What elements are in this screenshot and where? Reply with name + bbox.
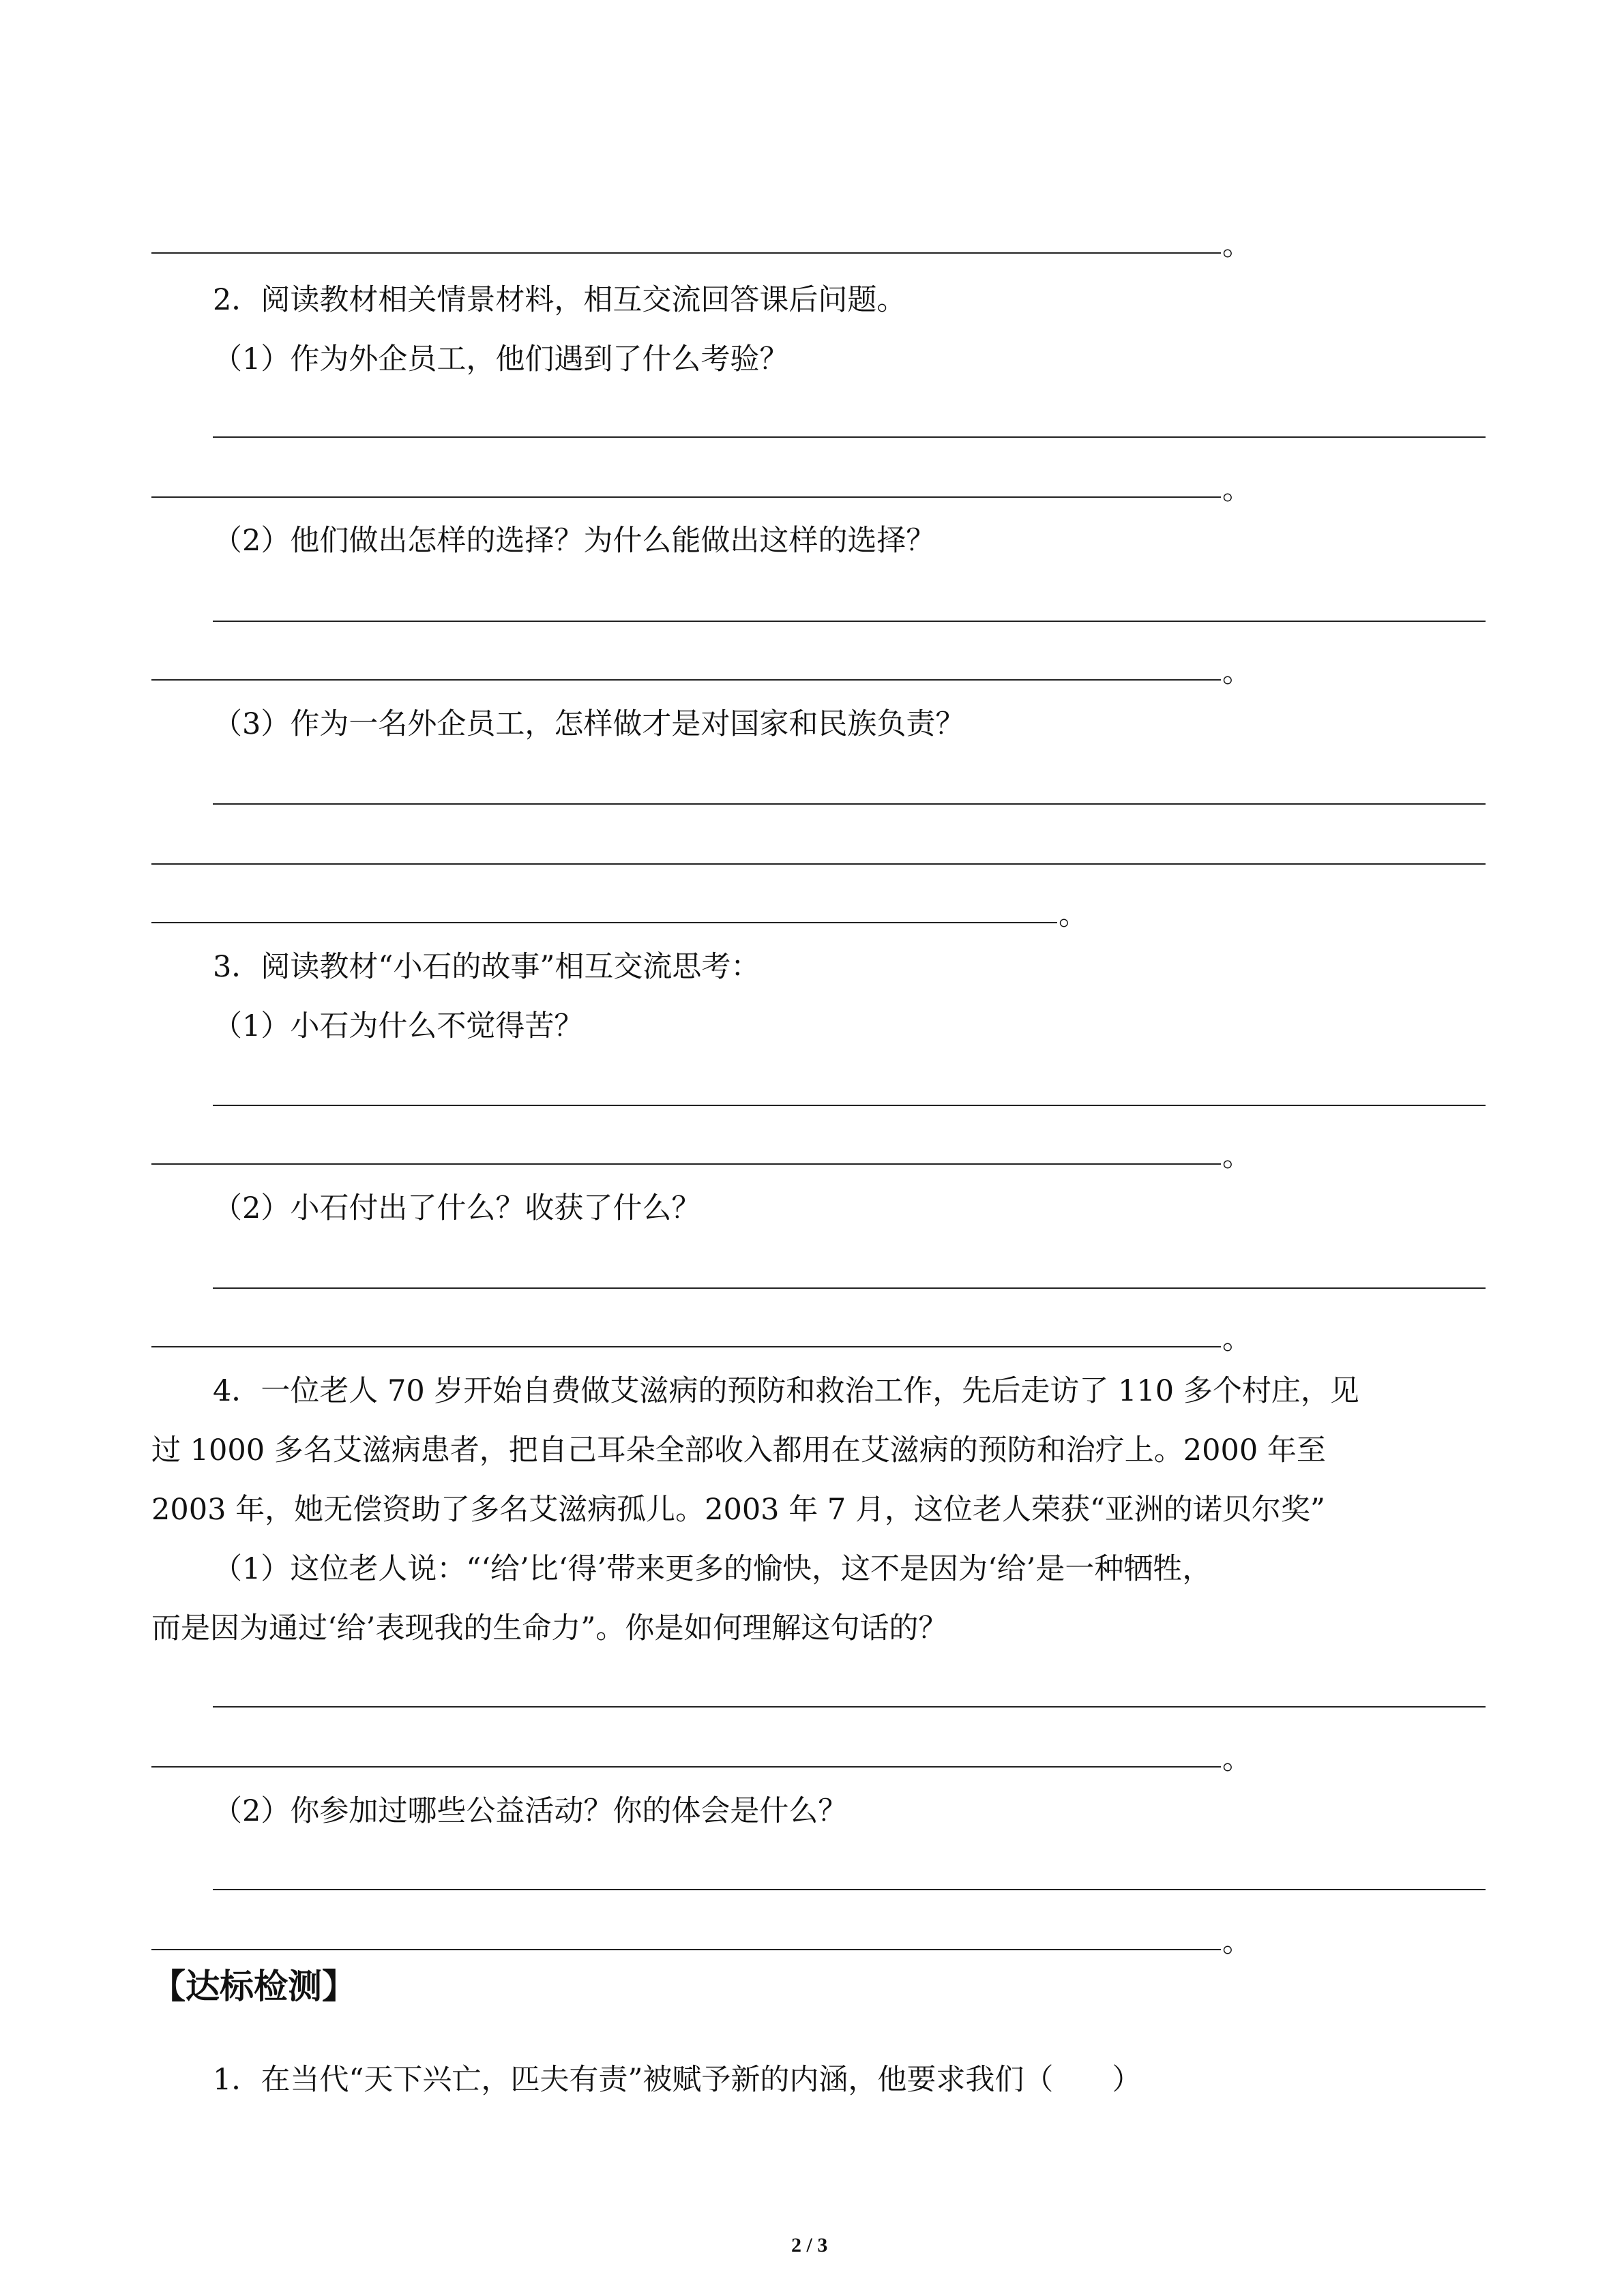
answer-line[interactable] xyxy=(151,679,1221,681)
period: 。 xyxy=(1222,1322,1252,1356)
answer-line[interactable] xyxy=(151,496,1221,498)
answer-line[interactable] xyxy=(151,863,1486,865)
answer-line[interactable] xyxy=(213,1287,1486,1289)
answer-line[interactable] xyxy=(151,922,1057,923)
period: 。 xyxy=(1222,1139,1252,1174)
period: 。 xyxy=(1222,228,1252,263)
question-4-text: 4．一位老人 70 岁开始自费做艾滋病的预防和救治工作，先后走访了 110 多个村庄，见 xyxy=(213,1374,1359,1408)
question-4-text: 过 1000 多名艾滋病患者，把自己耳朵全部收入都用在艾滋病的预防和治疗上。2000 年至 xyxy=(151,1433,1326,1467)
answer-line[interactable] xyxy=(151,1766,1221,1768)
period: 。 xyxy=(1222,655,1252,689)
section-title: 【达标检测】 xyxy=(151,1967,356,2006)
answer-line[interactable] xyxy=(151,1949,1221,1950)
period: 。 xyxy=(1222,473,1252,507)
page-number: 2 / 3 xyxy=(791,2234,828,2256)
question-2-sub-2: （2）他们做出怎样的选择？为什么能做出这样的选择？ xyxy=(213,524,936,558)
question-4-text: 2003 年，她无偿资助了多名艾滋病孤儿。2003 年 7 月，这位老人荣获“亚洲的诺贝尔奖” xyxy=(151,1493,1325,1527)
question-3-sub-2: （2）小石付出了什么？收获了什么？ xyxy=(213,1191,701,1225)
question-2-intro: 2．阅读教材相关情景材料，相互交流回答课后问题。 xyxy=(213,283,906,317)
question-3-sub-1: （1）小石为什么不觉得苦？ xyxy=(213,1009,584,1043)
answer-line[interactable] xyxy=(213,1889,1486,1890)
answer-line[interactable] xyxy=(213,1105,1486,1106)
period: 。 xyxy=(1222,1925,1252,1959)
question-3-intro: 3．阅读教材“小石的故事”相互交流思考： xyxy=(213,950,761,984)
answer-line[interactable] xyxy=(151,252,1221,254)
answer-line[interactable] xyxy=(213,621,1486,622)
answer-line[interactable] xyxy=(151,1163,1221,1165)
answer-line[interactable] xyxy=(213,436,1486,438)
question-4-sub-1: 而是因为通过‘给’表现我的生命力”。你是如何理解这句话的？ xyxy=(151,1611,948,1645)
question-4-sub-2: （2）你参加过哪些公益活动？你的体会是什么？ xyxy=(213,1794,848,1828)
question-2-sub-3: （3）作为一名外企员工，怎样做才是对国家和民族负责？ xyxy=(213,707,965,741)
section-question-1: 1．在当代“天下兴亡，匹夫有责”被赋予新的内涵，他要求我们（ ） xyxy=(213,2063,1142,2097)
period: 。 xyxy=(1059,898,1088,932)
answer-line[interactable] xyxy=(213,1706,1486,1708)
question-2-sub-1: （1）作为外企员工，他们遇到了什么考验？ xyxy=(213,342,789,376)
answer-line[interactable] xyxy=(151,1346,1221,1347)
answer-line[interactable] xyxy=(213,803,1486,805)
question-4-sub-1: （1）这位老人说：“‘给’比‘得’带来更多的愉快，这不是因为‘给’是一种牺牲， xyxy=(213,1552,1212,1586)
period: 。 xyxy=(1222,1742,1252,1776)
